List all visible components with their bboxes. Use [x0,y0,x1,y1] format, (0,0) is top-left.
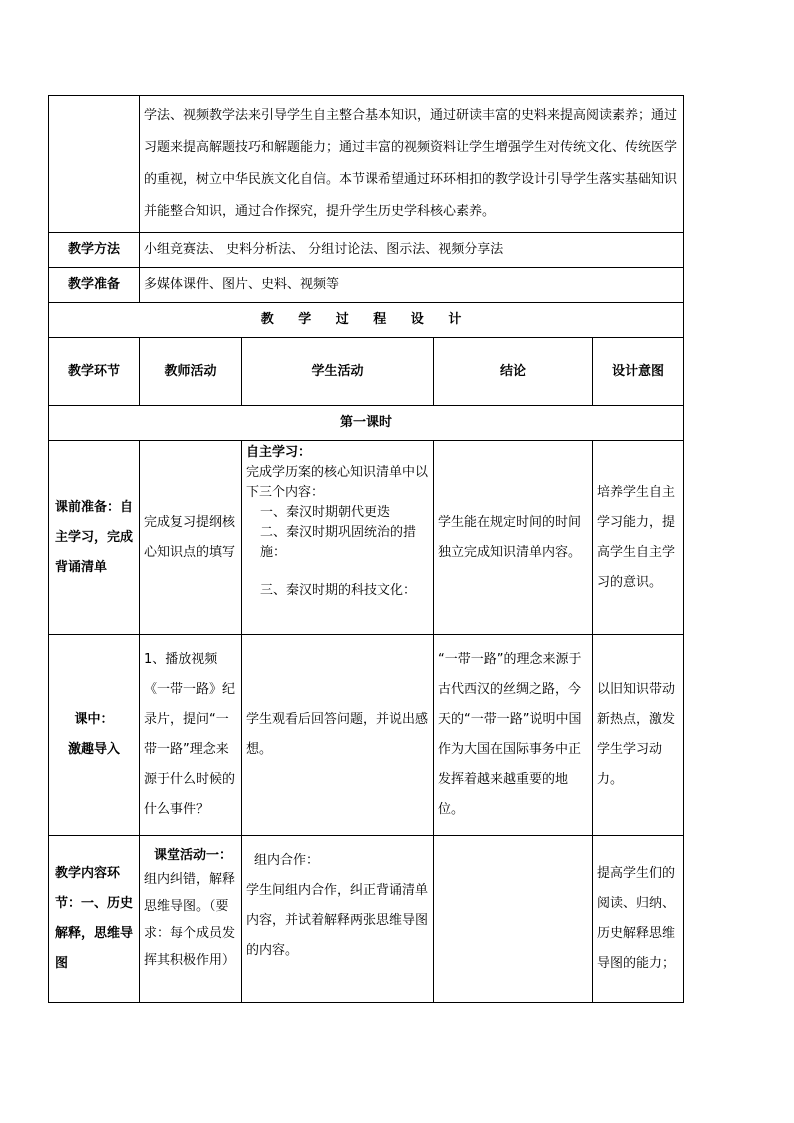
student-cell: 学生观看后回答问题，并说出感想。 [242,635,434,836]
methods-label: 教学方法 [49,233,140,268]
intent-cell: 以旧知识带动新热点，激发学生学习动力。 [593,635,684,836]
stage-cell: 课前准备：自主学习，完成背诵清单 [49,441,140,635]
preparation-row [49,268,684,303]
header-intent: 设计意图 [593,338,684,406]
student-title: 组内合作： [254,853,320,868]
intro-row [49,96,684,233]
student-line: 三、秦汉时期的科技文化： [260,583,417,598]
table-row [49,441,684,635]
intent-cell: 培养学生自主学习能力，提高学生自主学习的意识。 [593,441,684,635]
lesson-label: 第一课时 [49,406,684,441]
teacher-text: 组内纠错，解释思维导图。（要求：每个成员发挥其积极作用） [144,872,236,968]
intent-cell: 提高学生们的阅读、归纳、历史解释思维导图的能力； [593,836,684,1003]
preparation-value: 多媒体课件、图片、史料、视频等 [140,268,684,303]
student-cell [242,441,434,635]
header-conclusion: 结论 [434,338,593,406]
methods-row [49,233,684,268]
header-student: 学生活动 [242,338,434,406]
conclusion-cell [434,836,593,1003]
process-title: 教 学 过 程 设 计 [49,303,684,338]
teacher-cell: 完成复习提纲核心知识点的填写 [140,441,242,635]
student-line: 完成学历案的核心知识清单中以下三个内容： [246,465,429,500]
header-row [49,338,684,406]
intro-text: 学法、视频教学法来引导学生自主整合基本知识，通过研读丰富的史料来提高阅读素养；通过习题来提高解题技巧和解题能力；通过丰富的视频资料让学生增强学生对传统文化、传统医学的重视，树立中华民族文化自信。本节课希望通过环环相扣的教学设计引导学生落实基础知识并能整合知识，通过合作探究，提升学生历史学科核心素养。 [140,96,684,233]
table-row [49,635,684,836]
stage-cell: 教学内容环节：一、历史解释，思维导图 [49,836,140,1003]
student-line: 二、秦汉时期巩固统治的措施： [260,525,417,560]
teacher-title: 课堂活动一： [154,848,233,863]
lesson-plan-table [48,95,684,1003]
conclusion-cell: 学生能在规定时间的时间独立完成知识清单内容。 [434,441,593,635]
header-teacher: 教师活动 [140,338,242,406]
student-text: 学生间组内合作，纠正背诵清单内容，并试着解释两张思维导图的内容。 [246,883,429,958]
stage-label: 课中： [74,712,114,727]
process-title-row [49,303,684,338]
intro-label-cell [49,96,140,233]
student-line: 一、秦汉时期朝代更迭 [260,505,391,520]
methods-value: 小组竞赛法、 史料分析法、 分组讨论法、图示法、视频分享法 [140,233,684,268]
header-stage: 教学环节 [49,338,140,406]
stage-cell [49,635,140,836]
conclusion-cell: “一带一路”的理念来源于古代西汉的丝绸之路，今天的“一带一路”说明中国作为大国在国际事务中正发挥着越来越重要的地位。 [434,635,593,836]
teacher-cell: 1、播放视频《一带一路》纪录片，提问“一带一路”理念来源于什么时候的什么事件？ [140,635,242,836]
teacher-cell [140,836,242,1003]
student-title: 自主学习： [246,445,312,460]
preparation-label: 教学准备 [49,268,140,303]
stage-label: 激趣导入 [67,742,120,757]
lesson-row [49,406,684,441]
table-row [49,836,684,1003]
student-cell [242,836,434,1003]
